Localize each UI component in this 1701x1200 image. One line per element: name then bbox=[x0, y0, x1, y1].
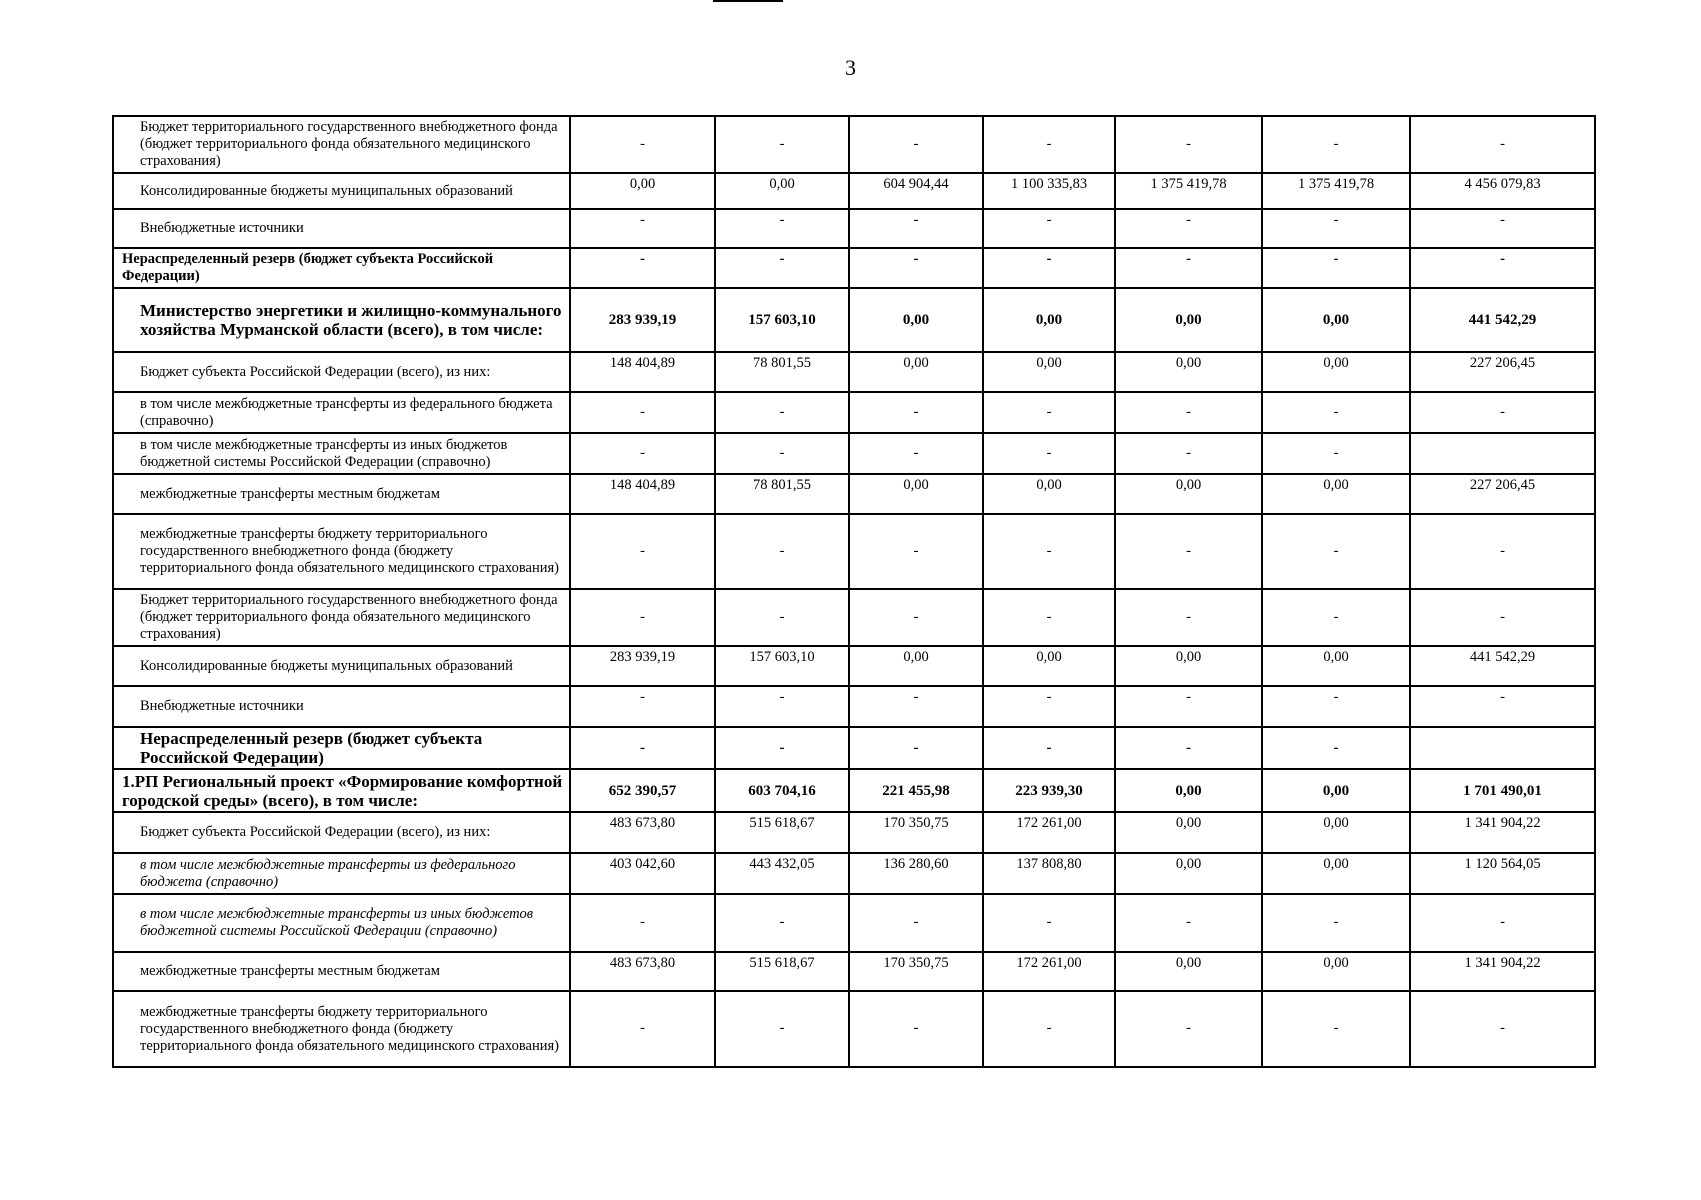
value-cell: 515 618,67 bbox=[715, 952, 849, 991]
value-cell: - bbox=[715, 514, 849, 589]
value-cell: - bbox=[715, 116, 849, 173]
table-row bbox=[113, 894, 1595, 952]
value-cell: - bbox=[983, 991, 1115, 1067]
row-label: Министерство энергетики и жилищно-коммунального хозяйства Мурманской области (всего), в том числе: bbox=[113, 288, 570, 352]
value-cell: - bbox=[1115, 589, 1262, 646]
value-cell: 148 404,89 bbox=[570, 352, 715, 392]
table-row bbox=[113, 853, 1595, 894]
value-cell: 604 904,44 bbox=[849, 173, 983, 209]
value-cell: 283 939,19 bbox=[570, 288, 715, 352]
value-cell: 223 939,30 bbox=[983, 769, 1115, 812]
value-cell: 0,00 bbox=[1262, 853, 1410, 894]
row-label: Нераспределенный резерв (бюджет субъекта Российской Федерации) bbox=[113, 248, 570, 288]
value-cell: - bbox=[570, 116, 715, 173]
value-cell: - bbox=[983, 116, 1115, 173]
value-cell: 157 603,10 bbox=[715, 646, 849, 686]
row-label: в том числе межбюджетные трансферты из иных бюджетов бюджетной системы Российской Федерации (справочно) bbox=[113, 894, 570, 952]
value-cell: - bbox=[1410, 589, 1595, 646]
value-cell: 1 100 335,83 bbox=[983, 173, 1115, 209]
row-label: межбюджетные трансферты бюджету территориального государственного внебюджетного фонда (бюджету территориального фонда обязательного медицинского страхования) bbox=[113, 514, 570, 589]
value-cell: 483 673,80 bbox=[570, 952, 715, 991]
value-cell: 0,00 bbox=[1115, 769, 1262, 812]
value-cell: - bbox=[849, 248, 983, 288]
value-cell: 0,00 bbox=[1262, 769, 1410, 812]
row-label: Бюджет территориального государственного внебюджетного фонда (бюджет территориального фонда обязательного медицинского страхования) bbox=[113, 589, 570, 646]
value-cell: - bbox=[1115, 433, 1262, 474]
value-cell: - bbox=[715, 433, 849, 474]
value-cell: - bbox=[1410, 248, 1595, 288]
value-cell: - bbox=[849, 727, 983, 769]
table-row bbox=[113, 288, 1595, 352]
value-cell: 0,00 bbox=[983, 646, 1115, 686]
row-label: Бюджет субъекта Российской Федерации (всего), из них: bbox=[113, 812, 570, 853]
value-cell: 483 673,80 bbox=[570, 812, 715, 853]
value-cell: - bbox=[715, 209, 849, 248]
value-cell: 4 456 079,83 bbox=[1410, 173, 1595, 209]
value-cell: - bbox=[983, 209, 1115, 248]
value-cell: 283 939,19 bbox=[570, 646, 715, 686]
budget-table bbox=[112, 115, 1596, 1068]
value-cell: - bbox=[1262, 116, 1410, 173]
value-cell: - bbox=[1115, 991, 1262, 1067]
value-cell: 172 261,00 bbox=[983, 812, 1115, 853]
row-label: в том числе межбюджетные трансферты из федерального бюджета (справочно) bbox=[113, 853, 570, 894]
value-cell: 0,00 bbox=[1115, 352, 1262, 392]
value-cell: - bbox=[570, 686, 715, 727]
value-cell: - bbox=[1262, 514, 1410, 589]
value-cell: - bbox=[1262, 686, 1410, 727]
value-cell: - bbox=[1115, 116, 1262, 173]
value-cell: - bbox=[1410, 209, 1595, 248]
value-cell: 1 341 904,22 bbox=[1410, 952, 1595, 991]
table-row bbox=[113, 116, 1595, 173]
value-cell: - bbox=[849, 209, 983, 248]
value-cell: - bbox=[715, 894, 849, 952]
value-cell: - bbox=[1262, 209, 1410, 248]
value-cell: 221 455,98 bbox=[849, 769, 983, 812]
value-cell: - bbox=[983, 686, 1115, 727]
value-cell: - bbox=[1410, 116, 1595, 173]
value-cell: - bbox=[1410, 514, 1595, 589]
value-cell: - bbox=[1262, 392, 1410, 433]
value-cell: 78 801,55 bbox=[715, 352, 849, 392]
row-label: межбюджетные трансферты местным бюджетам bbox=[113, 474, 570, 514]
value-cell: - bbox=[570, 589, 715, 646]
value-cell: 0,00 bbox=[849, 352, 983, 392]
value-cell: - bbox=[983, 589, 1115, 646]
table-row bbox=[113, 589, 1595, 646]
value-cell: - bbox=[570, 248, 715, 288]
value-cell: - bbox=[983, 248, 1115, 288]
value-cell: 0,00 bbox=[1115, 853, 1262, 894]
table-row bbox=[113, 686, 1595, 727]
value-cell: - bbox=[570, 727, 715, 769]
value-cell: - bbox=[849, 514, 983, 589]
value-cell: - bbox=[715, 727, 849, 769]
table-row bbox=[113, 812, 1595, 853]
table-row bbox=[113, 352, 1595, 392]
table-row bbox=[113, 433, 1595, 474]
value-cell: 0,00 bbox=[1262, 288, 1410, 352]
value-cell: 652 390,57 bbox=[570, 769, 715, 812]
value-cell: - bbox=[849, 589, 983, 646]
value-cell: 0,00 bbox=[1115, 288, 1262, 352]
table-row bbox=[113, 173, 1595, 209]
value-cell: 1 701 490,01 bbox=[1410, 769, 1595, 812]
value-cell: - bbox=[983, 894, 1115, 952]
value-cell: 137 808,80 bbox=[983, 853, 1115, 894]
row-label: межбюджетные трансферты местным бюджетам bbox=[113, 952, 570, 991]
value-cell: - bbox=[1115, 686, 1262, 727]
table-row bbox=[113, 991, 1595, 1067]
value-cell: 0,00 bbox=[1262, 352, 1410, 392]
value-cell: - bbox=[715, 589, 849, 646]
value-cell: 0,00 bbox=[715, 173, 849, 209]
row-label: Консолидированные бюджеты муниципальных образований bbox=[113, 646, 570, 686]
value-cell: - bbox=[849, 392, 983, 433]
value-cell: 1 375 419,78 bbox=[1115, 173, 1262, 209]
page-number: 3 bbox=[845, 55, 856, 80]
value-cell: 0,00 bbox=[570, 173, 715, 209]
value-cell: 227 206,45 bbox=[1410, 474, 1595, 514]
value-cell: 0,00 bbox=[1115, 646, 1262, 686]
table-row bbox=[113, 474, 1595, 514]
value-cell: 603 704,16 bbox=[715, 769, 849, 812]
row-label: Консолидированные бюджеты муниципальных образований bbox=[113, 173, 570, 209]
value-cell: 0,00 bbox=[1262, 474, 1410, 514]
value-cell: - bbox=[1115, 514, 1262, 589]
value-cell: 0,00 bbox=[1115, 952, 1262, 991]
top-edge-mark bbox=[713, 0, 783, 2]
value-cell: 170 350,75 bbox=[849, 812, 983, 853]
value-cell: 1 375 419,78 bbox=[1262, 173, 1410, 209]
value-cell: - bbox=[1410, 392, 1595, 433]
value-cell: - bbox=[570, 392, 715, 433]
value-cell: 0,00 bbox=[849, 474, 983, 514]
row-label: межбюджетные трансферты бюджету территориального государственного внебюджетного фонда (бюджету территориального фонда обязательного медицинского страхования) bbox=[113, 991, 570, 1067]
value-cell: 0,00 bbox=[1262, 646, 1410, 686]
value-cell: 403 042,60 bbox=[570, 853, 715, 894]
value-cell: 1 341 904,22 bbox=[1410, 812, 1595, 853]
value-cell: - bbox=[1410, 991, 1595, 1067]
value-cell: - bbox=[570, 991, 715, 1067]
value-cell: 0,00 bbox=[849, 646, 983, 686]
value-cell: - bbox=[849, 433, 983, 474]
value-cell: 0,00 bbox=[1262, 812, 1410, 853]
table-row bbox=[113, 769, 1595, 812]
value-cell: 441 542,29 bbox=[1410, 646, 1595, 686]
value-cell: - bbox=[1410, 686, 1595, 727]
value-cell: - bbox=[1262, 894, 1410, 952]
row-label: в том числе межбюджетные трансферты из федерального бюджета (справочно) bbox=[113, 392, 570, 433]
value-cell: - bbox=[1115, 727, 1262, 769]
value-cell: 157 603,10 bbox=[715, 288, 849, 352]
row-label: Внебюджетные источники bbox=[113, 686, 570, 727]
value-cell: 148 404,89 bbox=[570, 474, 715, 514]
value-cell: - bbox=[1115, 894, 1262, 952]
value-cell: 227 206,45 bbox=[1410, 352, 1595, 392]
row-label: 1.РП Региональный проект «Формирование комфортной городской среды» (всего), в том числе: bbox=[113, 769, 570, 812]
row-label: в том числе межбюджетные трансферты из иных бюджетов бюджетной системы Российской Федерации (справочно) bbox=[113, 433, 570, 474]
value-cell: - bbox=[1410, 894, 1595, 952]
table-row bbox=[113, 727, 1595, 769]
value-cell: - bbox=[570, 209, 715, 248]
value-cell bbox=[1410, 433, 1595, 474]
value-cell: 0,00 bbox=[1115, 812, 1262, 853]
value-cell: 172 261,00 bbox=[983, 952, 1115, 991]
table-row bbox=[113, 952, 1595, 991]
value-cell: - bbox=[983, 727, 1115, 769]
value-cell: 170 350,75 bbox=[849, 952, 983, 991]
value-cell: 136 280,60 bbox=[849, 853, 983, 894]
value-cell: - bbox=[983, 392, 1115, 433]
value-cell: - bbox=[1262, 991, 1410, 1067]
table-row bbox=[113, 392, 1595, 433]
value-cell bbox=[1410, 727, 1595, 769]
value-cell: 441 542,29 bbox=[1410, 288, 1595, 352]
value-cell: 0,00 bbox=[849, 288, 983, 352]
value-cell: - bbox=[983, 514, 1115, 589]
value-cell: 0,00 bbox=[1262, 952, 1410, 991]
value-cell: - bbox=[849, 116, 983, 173]
value-cell: - bbox=[1262, 433, 1410, 474]
value-cell: - bbox=[849, 894, 983, 952]
value-cell: - bbox=[715, 248, 849, 288]
row-label: Бюджет территориального государственного внебюджетного фонда (бюджет территориального фонда обязательного медицинского страхования) bbox=[113, 116, 570, 173]
value-cell: - bbox=[1115, 209, 1262, 248]
value-cell: 0,00 bbox=[983, 352, 1115, 392]
value-cell: - bbox=[1115, 392, 1262, 433]
value-cell: - bbox=[570, 514, 715, 589]
row-label: Бюджет субъекта Российской Федерации (всего), из них: bbox=[113, 352, 570, 392]
value-cell: - bbox=[715, 991, 849, 1067]
value-cell: - bbox=[570, 433, 715, 474]
value-cell: - bbox=[715, 686, 849, 727]
table-row bbox=[113, 248, 1595, 288]
value-cell: - bbox=[715, 392, 849, 433]
value-cell: - bbox=[1262, 727, 1410, 769]
table-row bbox=[113, 514, 1595, 589]
row-label: Внебюджетные источники bbox=[113, 209, 570, 248]
table-row bbox=[113, 209, 1595, 248]
value-cell: 443 432,05 bbox=[715, 853, 849, 894]
value-cell: 0,00 bbox=[983, 288, 1115, 352]
value-cell: - bbox=[983, 433, 1115, 474]
value-cell: 0,00 bbox=[1115, 474, 1262, 514]
value-cell: 1 120 564,05 bbox=[1410, 853, 1595, 894]
value-cell: 515 618,67 bbox=[715, 812, 849, 853]
value-cell: - bbox=[849, 991, 983, 1067]
table-row bbox=[113, 646, 1595, 686]
value-cell: - bbox=[849, 686, 983, 727]
value-cell: - bbox=[1262, 248, 1410, 288]
value-cell: - bbox=[570, 894, 715, 952]
value-cell: 0,00 bbox=[983, 474, 1115, 514]
value-cell: 78 801,55 bbox=[715, 474, 849, 514]
value-cell: - bbox=[1115, 248, 1262, 288]
value-cell: - bbox=[1262, 589, 1410, 646]
row-label: Нераспределенный резерв (бюджет субъекта Российской Федерации) bbox=[113, 727, 570, 769]
